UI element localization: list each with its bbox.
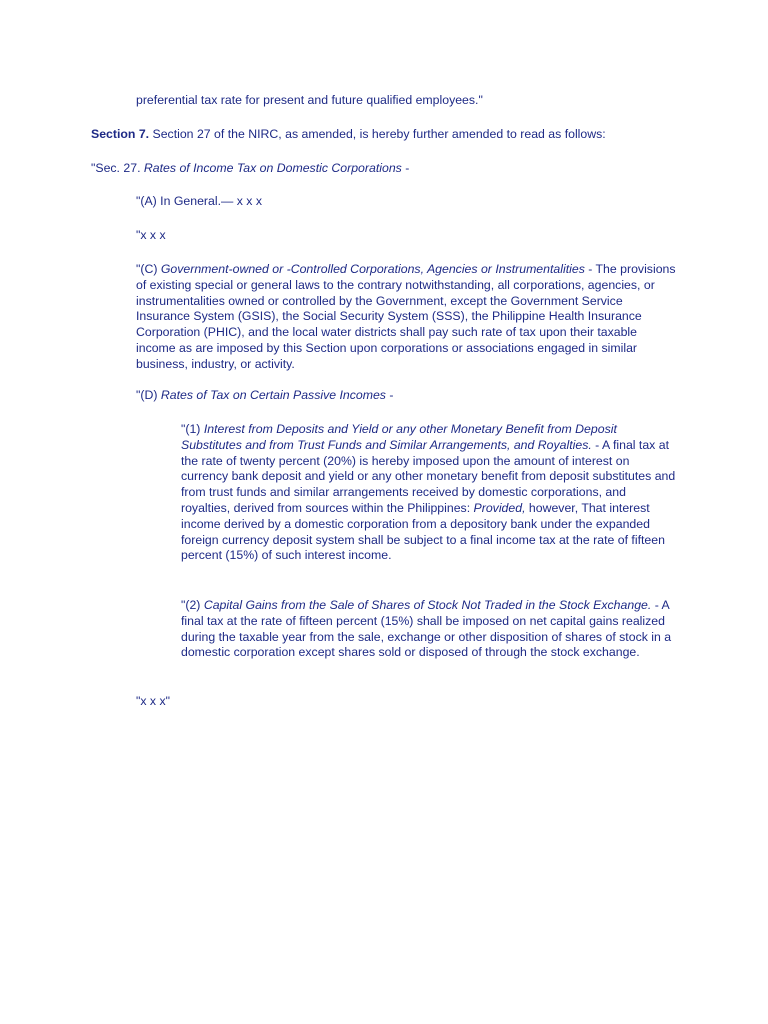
section-7-label: Section 7. [91, 127, 150, 141]
section-7-text: Section 27 of the NIRC, as amended, is hereby further amended to read as follows: [149, 127, 606, 141]
closing-line: "x x x" [136, 694, 171, 708]
paragraph-d1-provided: Provided, [473, 500, 526, 515]
paragraph-c-prefix: "(C) [136, 262, 161, 276]
paragraph-d-title: Rates of Tax on Certain Passive Incomes [160, 388, 386, 402]
paragraph-d2 [181, 598, 676, 661]
paragraph-d [136, 388, 676, 404]
paragraph-d1-title: Interest from Deposits and Yield or any other Monetary Benefit from Deposit Substitutes and from Trust Funds and Similar Arrangements, and Royalties. [181, 422, 617, 452]
paragraph-d2-prefix: "(2) [181, 598, 204, 612]
paragraph-d2-title: Capital Gains from the Sale of Shares of Stock Not Traded in the Stock Exchange. [203, 598, 652, 612]
sec-27-suffix: - [401, 161, 410, 175]
paragraph-c-body: - The provisions of existing special or general laws to the contrary notwithstanding, all corporations, agencies, or instrumentalities owned or controlled by the Government, except the Government Service Insurance System (GSIS), the Social Security System (SSS), the Philippine Health Insurance Corporation (PHIC), and the local water districts shall pay such rate of tax upon their taxable income as are imposed by this Section upon corporations or associations engaged in similar business, industry, or activity. [136, 262, 676, 371]
sec-27-prefix: "Sec. 27. [91, 161, 144, 175]
paragraph-xxx: "x x x [136, 228, 166, 242]
paragraph-d-suffix: - [385, 388, 394, 402]
paragraph-d-prefix: "(D) [136, 388, 161, 402]
paragraph-d1-prefix: "(1) [181, 422, 204, 436]
paragraph-d1-body1: - A final tax at the rate of twenty percent (20%) is hereby imposed upon the amount of interest on currency bank deposit and yield or any other monetary benefit from deposit substitutes and from trust funds and similar arrangements received by domestic corporations, and royalties, derived from sources within the Philippines: [181, 437, 676, 515]
paragraph-c [136, 262, 676, 373]
section-7-heading [91, 127, 691, 143]
paragraph-d2-body: - A final tax at the rate of fifteen percent (15%) shall be imposed on net capital gains realized during the taxable year from the sale, exchange or other disposition of shares of stock in a domestic corporation except shares sold or disposed of through the stock exchange. [181, 598, 672, 660]
paragraph-c-title: Government-owned or -Controlled Corporations, Agencies or Instrumentalities [160, 262, 585, 276]
opening-line: preferential tax rate for present and future qualified employees." [136, 93, 483, 107]
paragraph-a: "(A) In General.— x x x [136, 194, 263, 208]
paragraph-d1 [181, 422, 676, 564]
sec-27-heading [91, 161, 691, 177]
sec-27-title: Rates of Income Tax on Domestic Corporations [143, 161, 402, 175]
paragraph-d1-body2: however, That interest income derived by a domestic corporation from a depository bank under the expanded foreign currency deposit system shall be subject to a final income tax at the rate of fifteen percent (15%) of such interest income. [181, 500, 665, 563]
